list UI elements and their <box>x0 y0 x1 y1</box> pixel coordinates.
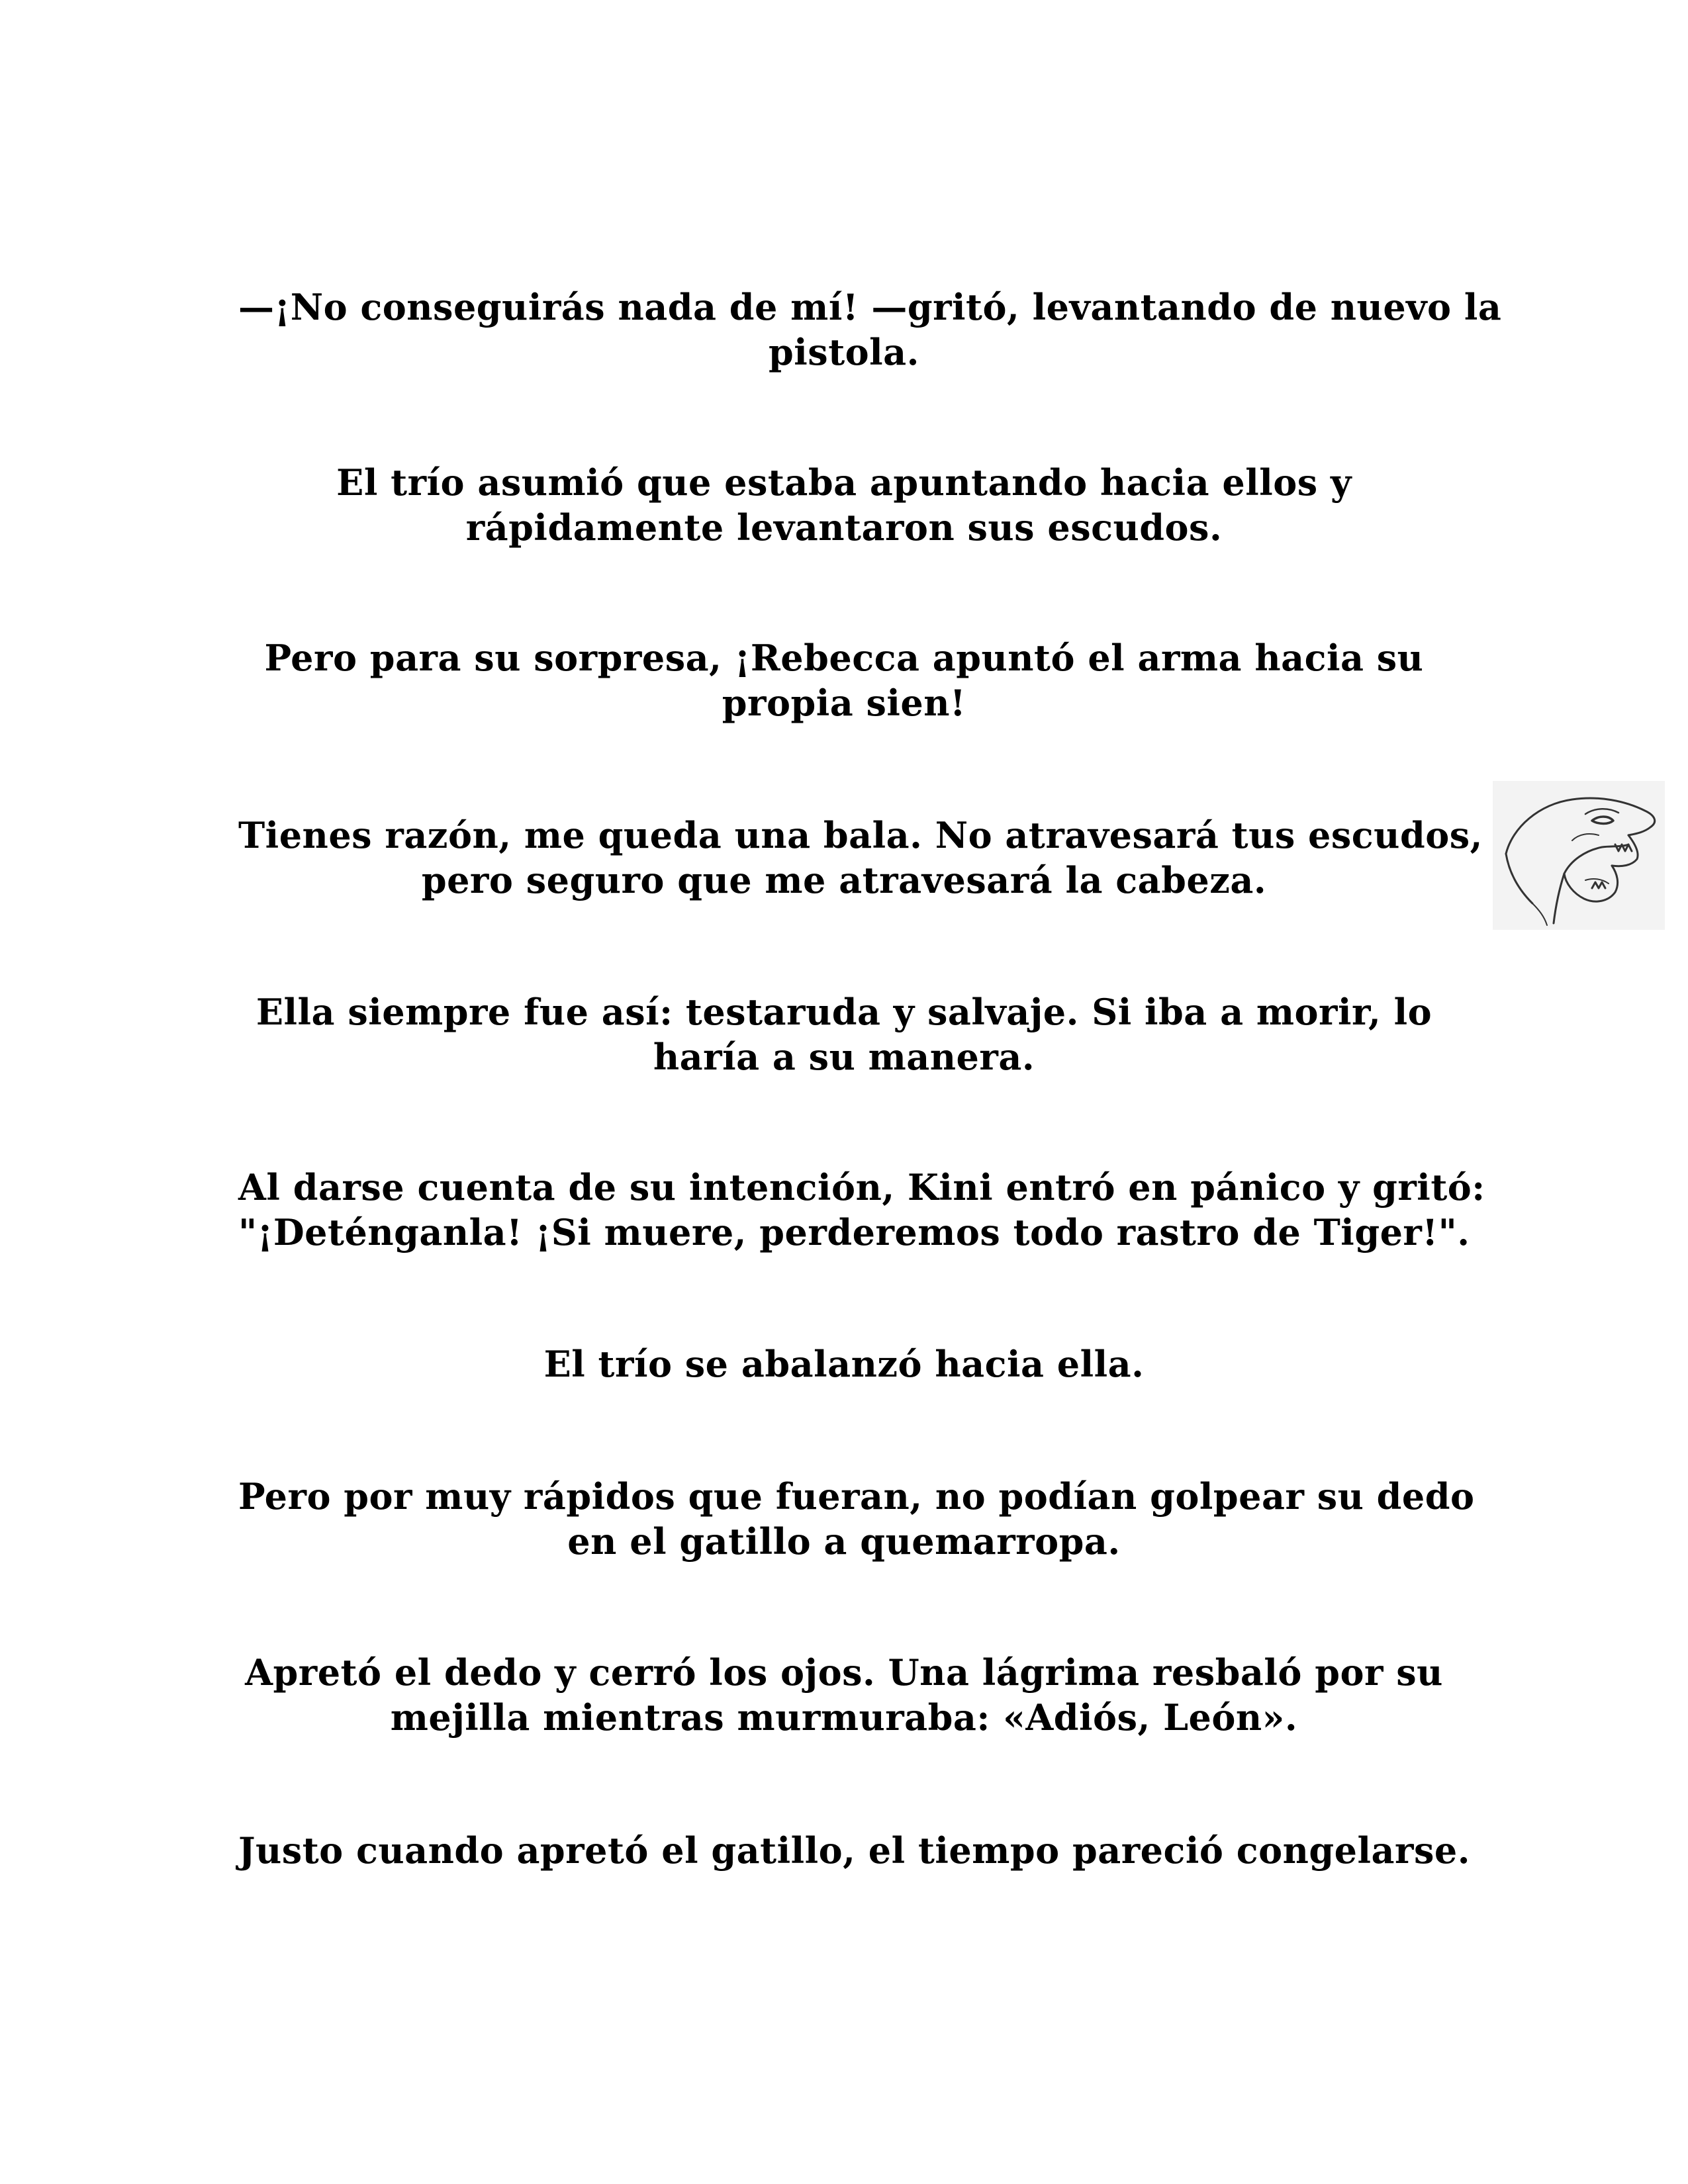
paragraph-1-line-1: —¡No conseguirás nada de mí! —gritó, levantando de nuevo la <box>238 286 1502 328</box>
paragraph-3-line-2: propia sien! <box>722 682 966 724</box>
paragraph-2-line-1: El trío asumió que estaba apuntando hacia ellos y <box>336 461 1352 504</box>
paragraph-1-line-2: pistola. <box>769 331 919 373</box>
dinosaur-head-sketch-icon <box>1493 781 1665 930</box>
paragraph-5-line-1: Ella siempre fue así: testaruda y salvaje. Si iba a morir, lo <box>256 991 1432 1033</box>
paragraph-5-line-2: haría a su manera. <box>653 1036 1035 1078</box>
paragraph-8-line-1: Pero por muy rápidos que fueran, no podían golpear su dedo <box>238 1475 1475 1518</box>
paragraph-6-line-2: "¡Deténganla! ¡Si muere, perderemos todo rastro de Tiger!". <box>238 1211 1470 1253</box>
paragraph-4-line-2: pero seguro que me atravesará la cabeza. <box>421 859 1267 901</box>
paragraph-3-line-1: Pero para su sorpresa, ¡Rebecca apuntó el arma hacia su <box>264 637 1424 679</box>
paragraph-9-line-2: mejilla mientras murmuraba: «Adiós, León». <box>390 1696 1298 1739</box>
paragraph-8-line-2: en el gatillo a quemarropa. <box>567 1520 1121 1563</box>
paragraph-10 <box>238 1828 1471 1873</box>
paragraph-3 <box>238 635 1450 725</box>
paragraph-4-line-1: Tienes razón, me queda una bala. No atravesará tus escudos, <box>238 814 1483 856</box>
paragraph-9 <box>238 1650 1450 1740</box>
paragraph-9-line-1: Apretó el dedo y cerró los ojos. Una lágrima resbaló por su <box>245 1651 1443 1694</box>
paragraph-10-line-1: Justo cuando apretó el gatillo, el tiempo pareció congelarse. <box>238 1829 1471 1872</box>
paragraph-2 <box>238 460 1450 550</box>
paragraph-7-line-1: El trío se abalanzó hacia ella. <box>543 1343 1145 1385</box>
paragraph-6 <box>238 1165 1485 1255</box>
paragraph-6-line-1: Al darse cuenta de su intención, Kini entró en pánico y gritó: <box>238 1166 1485 1208</box>
paragraph-1 <box>238 285 1502 375</box>
paragraph-8 <box>238 1474 1475 1564</box>
paragraph-2-line-2: rápidamente levantaron sus escudos. <box>465 506 1223 549</box>
paragraph-5 <box>238 989 1450 1079</box>
paragraph-7 <box>238 1342 1450 1387</box>
paragraph-4 <box>238 813 1483 903</box>
